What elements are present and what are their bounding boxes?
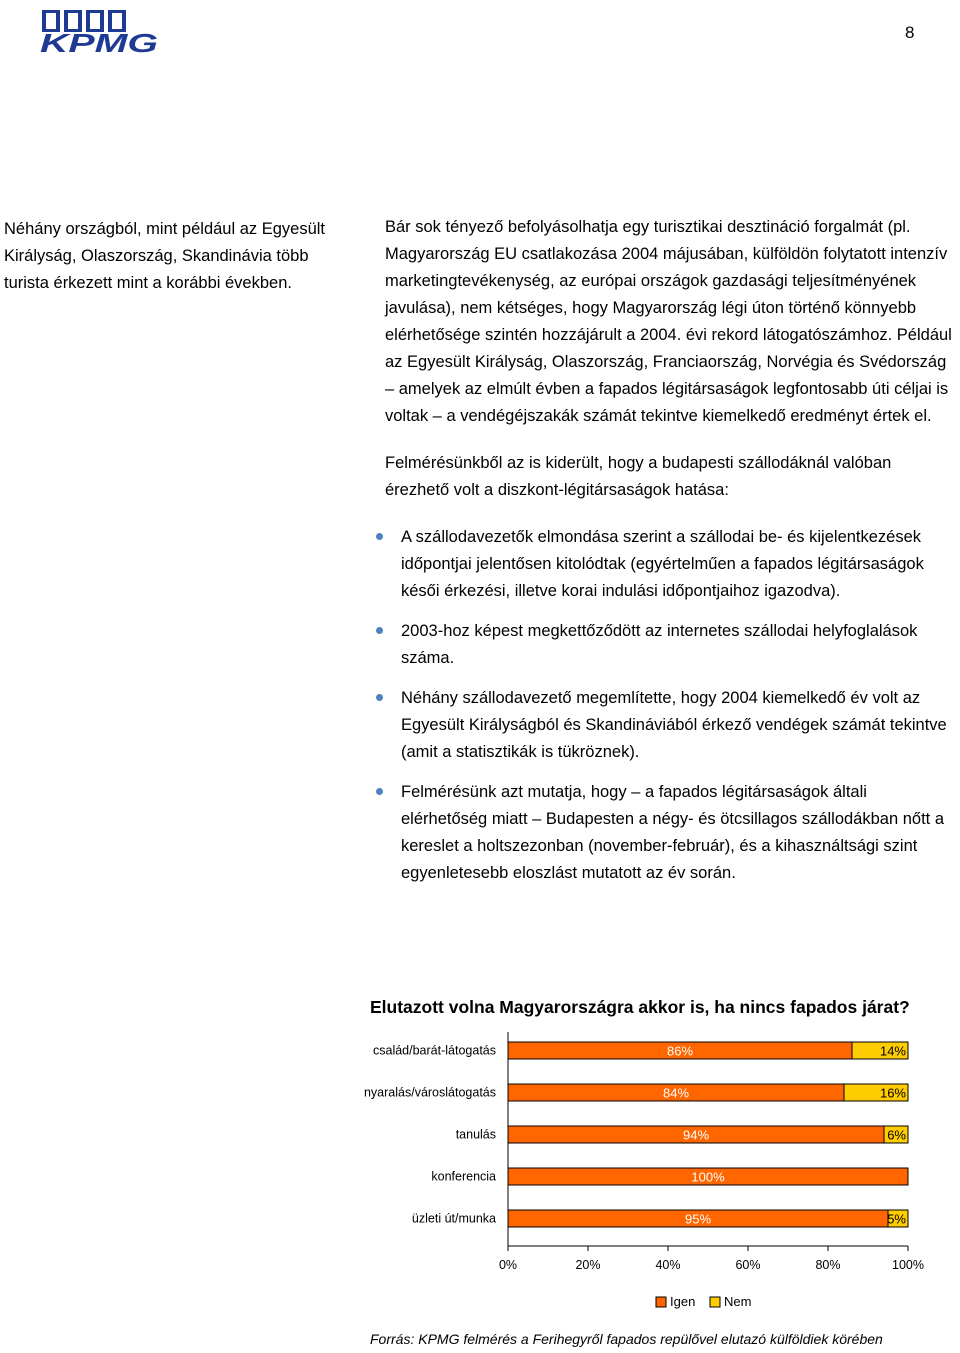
list-item-text: 2003-hoz képest megkettőződött az internetes szállodai helyfoglalások száma. [401,622,918,667]
data-label: 94% [682,1127,710,1143]
legend-label: Nem [724,1294,752,1309]
legend-swatch [656,1297,666,1307]
stacked-bar-chart [0,1030,960,1325]
bullet-icon [376,788,383,795]
list-item [385,685,955,766]
body-paragraph-1: Bár sok tényező befolyásolhatja egy turisztikai desztináció forgalmát (pl. Magyarország EU csatlakozása 2004 májusában, külföldön folytatott intenzív marketingtevékenység, az európai országok gazdasági teljesítményének javulása), nem kétséges, hogy Magyarország légi úton történő könnyebb elérhetősége szintén hozzájárult a 2004. évi rekord látogatószámhoz. Például az Egyesült Királyság, Olaszország, Franciaország, Norvégia és Svédország – amelyek az elmúlt évben a fapados légitársaságok legfontosabb úti céljai is voltak – a vendégéjszakák számát tekintve kiemelkedő eredményt értek el. [385,218,952,425]
kpmg-logo [40,8,160,54]
bullet-icon [376,694,383,701]
data-label: 14% [879,1043,906,1059]
chart-title: Elutazott volna Magyarországra akkor is, ha nincs fapados járat? [370,997,910,1017]
list-item [385,779,955,887]
sidebar-note: Néhány országból, mint például az Egyesült Királyság, Olaszország, Skandinávia több turista érkezett mint a korábbi években. [4,220,326,292]
bullet-icon [376,627,383,634]
body-paragraph-2: Felmérésünkből az is kiderült, hogy a budapesti szállodáknál valóban érezhető volt a diszkont-légitársaságok hatása: [385,454,892,499]
data-label: 86% [666,1043,694,1059]
category-label: család/barát-látogatás [373,1043,496,1058]
list-item-text: Felmérésünk azt mutatja, hogy – a fapados légitársaságok általi elérhetőség miatt – Budapesten a négy- és ötcsillagos szállodákban nőtt a kereslet a holtszezonban (november-február), és a kihasználtsági szint egyenletesebb eloszlást mutatott az év során. [401,783,945,882]
data-label: 100% [691,1169,725,1185]
category-label: tanulás [455,1127,496,1142]
main-content [385,214,955,900]
bullet-list [385,524,955,887]
bullet-icon [376,533,383,540]
x-tick-label: 0% [498,1258,518,1272]
list-item [385,618,955,672]
x-tick-label: 60% [735,1258,761,1272]
legend-label: Igen [670,1294,696,1309]
legend-swatch [710,1297,720,1307]
x-tick-label: 80% [815,1258,841,1272]
x-tick-label: 20% [575,1258,601,1272]
list-item [385,524,955,605]
list-item-text: Néhány szállodavezető megemlítette, hogy 2004 kiemelkedő év volt az Egyesült Királyságból és Skandináviából érkező vendégek számát tekintve (amit a statisztikák is tükröznek). [401,689,947,761]
category-label: üzleti út/munka [411,1211,496,1226]
data-label: 6% [887,1127,906,1143]
data-label: 16% [879,1085,906,1101]
category-label: nyaralás/városlátogatás [363,1085,496,1100]
data-label: 5% [887,1211,906,1227]
list-item-text: A szállodavezetők elmondása szerint a szállodai be- és kijelentkezések időpontjai jelentősen kitolódtak (egyértelműen a fapados légitársaságok késői érkezési, illetve korai indulási időpontjaihoz igazodva). [401,528,924,600]
data-label: 84% [662,1085,690,1101]
page-number: 8 [905,23,915,42]
x-tick-label: 40% [655,1258,681,1272]
source-note: Forrás: KPMG felmérés a Ferihegyről fapados repülővel elutazó külföldiek körében [370,1331,883,1347]
category-label: konferencia [431,1169,496,1184]
kpmg-logo-text: KPMG [40,28,158,54]
x-tick-label: 100% [892,1258,924,1272]
data-label: 95% [684,1211,712,1227]
